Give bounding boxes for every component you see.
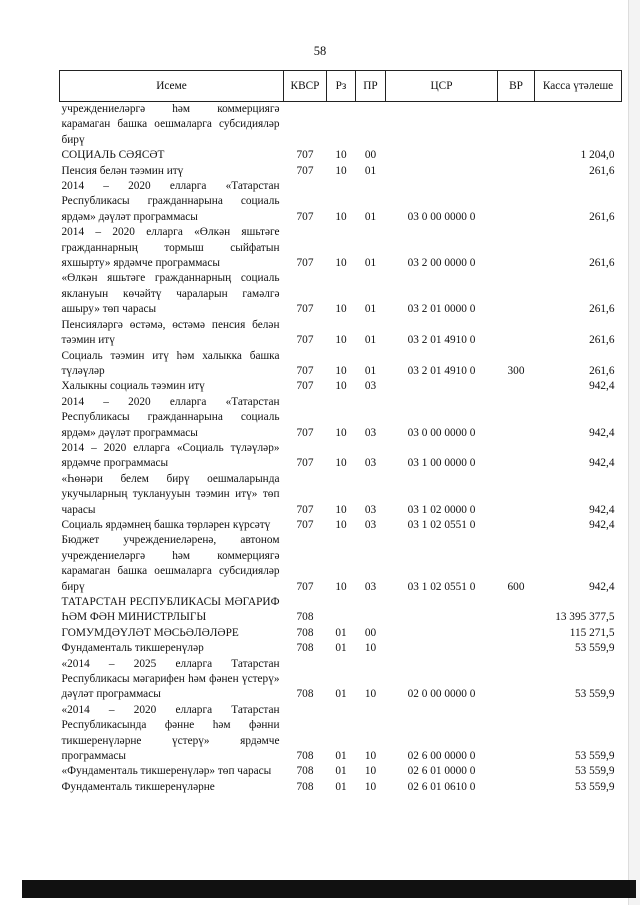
- table-row: [60, 595, 622, 626]
- table-row: [60, 518, 622, 533]
- row-pr: 03: [364, 380, 377, 393]
- row-vr: [498, 271, 535, 317]
- row-name: учреждениеләргә һәм коммерциягә карамаган башка оешмаларга субсидияләр бирү: [61, 103, 280, 146]
- row-vr: 300: [507, 364, 525, 377]
- row-name: 2014 – 2020 елларга «Өлкән яшьтәге гражданнарның тормыш сыйфатын яхшырту» ярдәмче программасы: [61, 226, 280, 270]
- row-pr: 10: [364, 765, 377, 778]
- table-header: [60, 71, 622, 102]
- row-pr: 03: [364, 580, 377, 593]
- table-row: [60, 533, 622, 595]
- row-csr: 03 2 00 0000 0: [407, 257, 476, 270]
- page-number: 58: [313, 44, 327, 58]
- row-csr: 02 6 01 0000 0: [407, 765, 476, 778]
- row-rz: 01: [335, 642, 347, 655]
- row-name: 2014 – 2020 елларга «Социаль түләүләр» ярдәмче программасы: [61, 441, 280, 470]
- row-kvsr: 707: [296, 426, 314, 439]
- row-name: СОЦИАЛЬ СӘЯСӘТ: [61, 149, 165, 162]
- row-csr: 03 0 00 0000 0: [407, 426, 476, 439]
- row-rz: 10: [335, 457, 347, 470]
- row-vr: [498, 395, 535, 441]
- row-name: Пенсияләргә өстәмә, өстәмә пенсия белән тәэмин итү: [61, 318, 280, 347]
- row-kvsr: 707: [296, 364, 314, 377]
- table-row: [60, 626, 622, 641]
- row-csr: 02 6 01 0610 0: [407, 780, 476, 793]
- row-kvsr: 707: [296, 334, 314, 347]
- table-body: [60, 102, 622, 796]
- row-vr: [498, 626, 535, 641]
- row-kvsr: 708: [296, 688, 314, 701]
- row-name: Бюджет учреждениеләренә, автоном учреждениеләргә һәм коммерциягә карамаган башка оешмаларга субсидияләр бирү: [61, 534, 280, 593]
- row-csr: [386, 626, 498, 641]
- row-pr: 10: [364, 642, 377, 655]
- row-rz: 10: [335, 303, 347, 316]
- row-kvsr: 707: [296, 149, 314, 162]
- row-pr: 01: [364, 364, 377, 377]
- row-pr: 10: [364, 688, 377, 701]
- row-rz: 10: [335, 210, 347, 223]
- row-rz: 10: [335, 149, 347, 162]
- row-pr: 01: [364, 257, 377, 270]
- row-pr: 00: [364, 626, 377, 639]
- row-vr: 600: [507, 580, 525, 593]
- row-pr: 10: [364, 750, 377, 763]
- row-name: «Һөнәри белем бирү оешмаларында укучыларның тукланууын тәэмин итү» төп чарасы: [61, 472, 280, 516]
- row-pr: 01: [364, 164, 377, 177]
- row-amount: 53 559,9: [574, 750, 615, 763]
- row-kvsr: 708: [296, 611, 314, 624]
- row-vr: [498, 379, 535, 394]
- row-name: Социаль тәэмин итү һәм халыкка башка түләүләр: [61, 349, 280, 377]
- table-row: [60, 271, 622, 317]
- row-rz: 10: [335, 334, 347, 347]
- row-kvsr: 707: [296, 164, 314, 177]
- row-kvsr: 707: [296, 303, 314, 316]
- row-amount: 53 559,9: [574, 765, 615, 778]
- row-name: ТАТАРСТАН РЕСПУБЛИКАСЫ МӘГАРИФ ҺӘМ ФӘН МИНИСТРЛЫГЫ: [61, 596, 280, 624]
- row-vr: [498, 764, 535, 779]
- row-pr: 10: [364, 780, 377, 793]
- row-rz: [327, 595, 356, 626]
- row-name: Пенсия белән тәэмин итү: [61, 164, 184, 177]
- row-csr: 03 1 02 0551 0: [407, 580, 476, 593]
- row-csr: [386, 595, 498, 626]
- row-vr: [498, 164, 535, 179]
- row-amount: 115 271,5: [569, 626, 615, 639]
- row-kvsr: 707: [296, 380, 314, 393]
- table-row: [60, 657, 622, 703]
- row-pr: [356, 595, 386, 626]
- table-row: [60, 441, 622, 472]
- row-rz: 01: [335, 780, 347, 793]
- row-amount: 942,4: [589, 380, 615, 393]
- row-vr: [498, 472, 535, 518]
- column-header-pr: ПР: [356, 71, 386, 102]
- column-header-amount: Касса үтәлеше: [535, 71, 622, 102]
- table-row: [60, 472, 622, 518]
- row-rz: [327, 102, 356, 149]
- row-vr: [498, 657, 535, 703]
- row-pr: 00: [364, 149, 377, 162]
- row-vr: [498, 179, 535, 225]
- row-csr: 03 1 00 0000 0: [407, 457, 476, 470]
- row-pr: 03: [364, 426, 377, 439]
- row-name: Фундаменталь тикшеренүләрне: [61, 780, 215, 793]
- row-vr: [498, 102, 535, 149]
- row-vr: [498, 148, 535, 163]
- table-row: [60, 641, 622, 656]
- row-amount: 942,4: [589, 503, 615, 516]
- row-kvsr: 708: [296, 750, 314, 763]
- row-pr: 01: [364, 303, 377, 316]
- row-csr: 03 2 01 4910 0: [407, 364, 476, 377]
- row-csr: 03 1 02 0000 0: [407, 503, 476, 516]
- row-amount: 53 559,9: [574, 688, 615, 701]
- table-row: [60, 379, 622, 394]
- row-kvsr: 707: [296, 503, 314, 516]
- row-amount: 261,6: [589, 164, 615, 177]
- row-vr: [498, 703, 535, 765]
- row-csr: [386, 641, 498, 656]
- row-kvsr: 708: [296, 626, 314, 639]
- row-csr: 02 6 00 0000 0: [407, 750, 476, 763]
- row-name: Социаль ярдәмнең башка төрләрен күрсәтү: [61, 518, 271, 531]
- row-name: 2014 – 2020 елларга «Татарстан Республикасы гражданнарына социаль ярдәм» дәүләт программасы: [61, 395, 280, 439]
- row-rz: 10: [335, 364, 347, 377]
- table-row: [60, 148, 622, 163]
- row-rz: 01: [335, 750, 347, 763]
- table-row: [60, 349, 622, 380]
- row-amount: 261,6: [589, 364, 615, 377]
- column-header-kvsr: КВСР: [284, 71, 327, 102]
- row-amount: 942,4: [589, 580, 615, 593]
- row-kvsr: 707: [296, 518, 314, 531]
- table-row: [60, 164, 622, 179]
- row-amount: 261,6: [589, 210, 615, 223]
- row-rz: 10: [335, 164, 347, 177]
- row-pr: 01: [364, 210, 377, 223]
- row-rz: 10: [335, 518, 347, 531]
- row-pr: 03: [364, 518, 377, 531]
- row-kvsr: 707: [296, 257, 314, 270]
- row-name: «Фундаменталь тикшеренүләр» төп чарасы: [61, 765, 272, 778]
- row-vr: [498, 595, 535, 626]
- row-amount: 942,4: [589, 426, 615, 439]
- row-vr: [498, 318, 535, 349]
- row-vr: [498, 441, 535, 472]
- row-csr: [386, 164, 498, 179]
- row-kvsr: 708: [296, 765, 314, 778]
- row-csr: 03 0 00 0000 0: [407, 210, 476, 223]
- scan-footer-band: [22, 880, 636, 898]
- table-row: [60, 703, 622, 765]
- table-row: [60, 102, 622, 149]
- row-rz: 01: [335, 765, 347, 778]
- table-row: [60, 780, 622, 795]
- row-vr: [498, 780, 535, 795]
- column-header-csr: ЦСР: [386, 71, 498, 102]
- row-csr: [386, 379, 498, 394]
- row-amount: 13 395 377,5: [555, 611, 615, 624]
- row-rz: 01: [335, 626, 347, 639]
- scan-edge: [628, 0, 640, 905]
- row-csr: 03 1 02 0551 0: [407, 518, 476, 531]
- row-vr: [498, 518, 535, 533]
- row-rz: 01: [335, 688, 347, 701]
- row-amount: 942,4: [589, 457, 615, 470]
- row-name: «2014 – 2020 елларга Татарстан Республикасында фәнне һәм фәнни тикшеренүләрне үстерү» ярдәмче программасы: [61, 703, 280, 763]
- row-amount: 942,4: [589, 518, 615, 531]
- row-csr: 02 0 00 0000 0: [407, 688, 476, 701]
- row-name: «Өлкән яшьтәге гражданнарның социаль яклануын көчәйтү чараларын гамәлгә ашыру» төп чарасы: [61, 272, 280, 316]
- row-name: 2014 – 2020 елларга «Татарстан Республикасы гражданнарына социаль ярдәм» дәүләт программасы: [61, 180, 280, 223]
- row-rz: 10: [335, 580, 347, 593]
- table-row: [60, 318, 622, 349]
- column-header-vr: ВР: [498, 71, 535, 102]
- row-amount: 1 204,0: [580, 149, 615, 162]
- row-csr: [386, 148, 498, 163]
- table-row: [60, 764, 622, 779]
- row-vr: [498, 641, 535, 656]
- row-name: «2014 – 2025 елларга Татарстан Республикасы мәгарифен һәм фәнен үстерү» дәүләт программасы: [61, 657, 280, 701]
- row-pr: [356, 102, 386, 149]
- row-rz: 10: [335, 503, 347, 516]
- row-csr: 03 2 01 4910 0: [407, 334, 476, 347]
- row-vr: [498, 225, 535, 271]
- row-kvsr: 708: [296, 780, 314, 793]
- table-row: [60, 395, 622, 441]
- row-csr: 03 2 01 0000 0: [407, 303, 476, 316]
- row-kvsr: 708: [296, 642, 314, 655]
- row-amount: 53 559,9: [574, 780, 615, 793]
- row-csr: [386, 102, 498, 149]
- row-pr: 03: [364, 503, 377, 516]
- row-kvsr: 707: [296, 580, 314, 593]
- column-header-name: Исеме: [60, 71, 284, 102]
- row-amount: 261,6: [589, 303, 615, 316]
- row-amount: [535, 102, 622, 149]
- column-header-rz: Рз: [327, 71, 356, 102]
- row-name: Фундаменталь тикшеренүләр: [61, 642, 204, 655]
- table-row: [60, 225, 622, 271]
- row-pr: 01: [364, 334, 377, 347]
- table-row: [60, 179, 622, 225]
- row-amount: 261,6: [589, 257, 615, 270]
- row-rz: 10: [335, 257, 347, 270]
- budget-table: [59, 70, 622, 795]
- row-pr: 03: [364, 457, 377, 470]
- row-name: ГОМУМДӘҮЛӘТ МӘСЬӘЛӘЛӘРЕ: [61, 626, 239, 639]
- row-kvsr: [284, 102, 327, 149]
- row-rz: 10: [335, 426, 347, 439]
- row-name: Халыкны социаль тәэмин итү: [61, 380, 205, 393]
- row-amount: 261,6: [589, 334, 615, 347]
- row-kvsr: 707: [296, 210, 314, 223]
- row-amount: 53 559,9: [574, 642, 615, 655]
- row-kvsr: 707: [296, 457, 314, 470]
- row-rz: 10: [335, 380, 347, 393]
